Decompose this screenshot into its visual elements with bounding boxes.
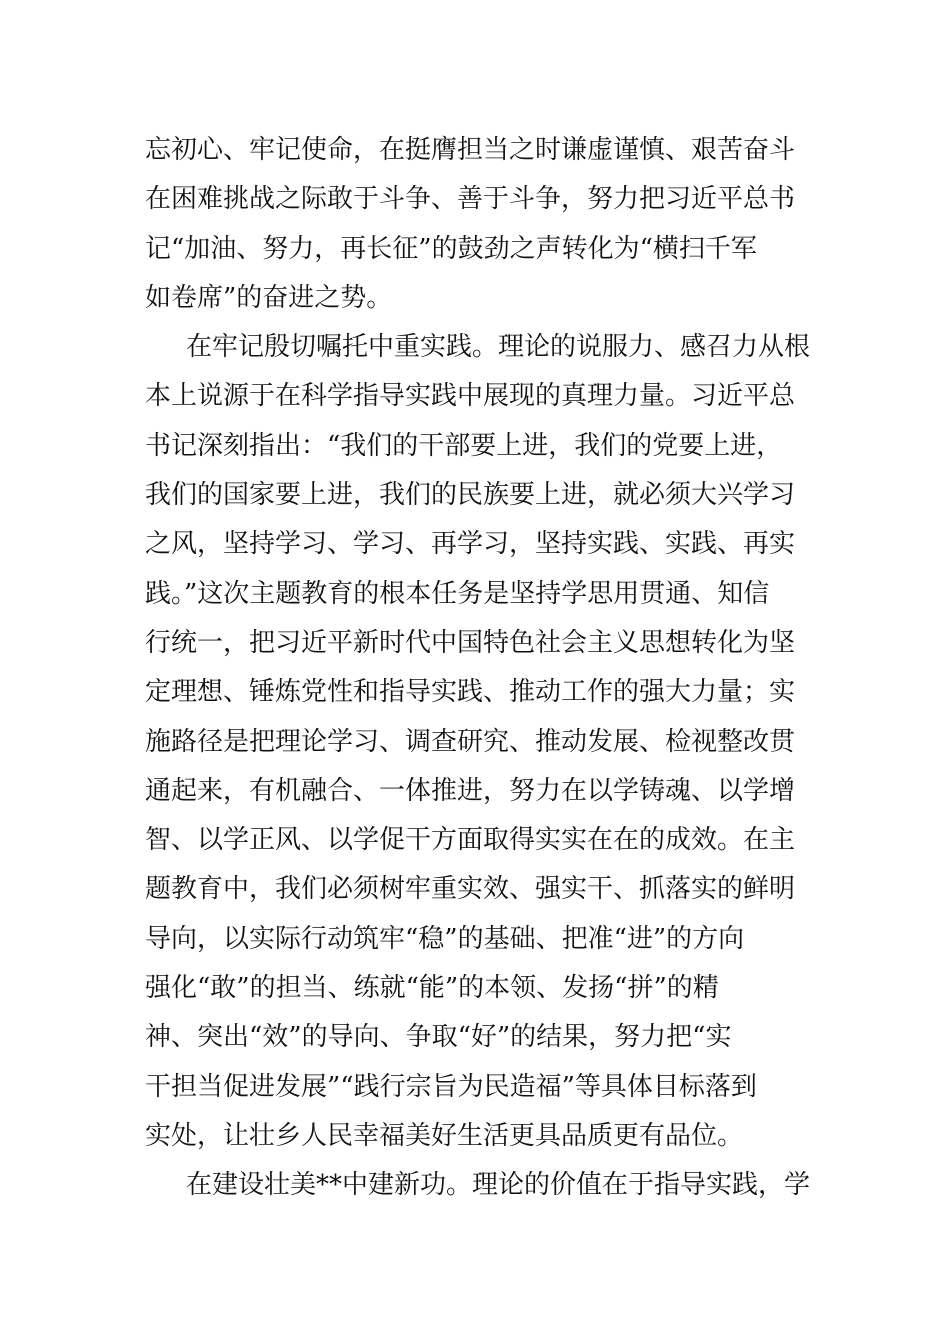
text-line: 题教育中，我们必须树牢重实效、强实干、抓落实的鲜明 [145, 874, 796, 905]
text-line: 导向，以实际行动筑牢“稳”的基础、把准“进”的方向 [145, 923, 745, 954]
text-line: 行统一，把习近平新时代中国特色社会主义思想转化为坚 [145, 627, 796, 658]
text-line: 本上说源于在科学指导实践中展现的真理力量。习近平总 [145, 381, 796, 412]
text-line: 书记深刻指出：“我们的干部要上进，我们的党要上进， [145, 430, 783, 461]
text-line: 智、以学正风、以学促干方面取得实实在在的成效。在主 [145, 825, 796, 856]
text-line: 践。”这次主题教育的根本任务是坚持学思用贯通、知信 [145, 578, 770, 609]
text-line: 在困难挑战之际敢于斗争、善于斗争，努力把习近平总书 [145, 184, 796, 215]
body-text [145, 126, 810, 1211]
text-line: 干担当促进发展”“践行宗旨为民造福”等具体目标落到 [145, 1071, 757, 1102]
text-line: 如卷席”的奋进之势。 [145, 282, 393, 313]
paragraph-start-line: 在建设壮美**中建新功。理论的价值在于指导实践，学 [186, 1170, 810, 1201]
text-line: 通起来，有机融合、一体推进，努力在以学铸魂、以学增 [145, 775, 796, 806]
text-line: 记“加油、努力，再长征”的鼓劲之声转化为“横扫千军 [145, 233, 757, 264]
text-line: 忘初心、牢记使命，在挺膺担当之时谦虚谨慎、艰苦奋斗 [145, 135, 796, 165]
text-line: 定理想、锤炼党性和指导实践、推动工作的强大力量；实 [145, 677, 796, 708]
text-line: 之风，坚持学习、学习、再学习，坚持实践、实践、再实 [145, 529, 796, 560]
text-line: 我们的国家要上进，我们的民族要上进，就必须大兴学习 [145, 480, 796, 511]
text-line: 施路径是把理论学习、调查研究、推动发展、检视整改贯 [145, 726, 796, 757]
text-line: 强化“敢”的担当、练就“能”的本领、发扬“拼”的精 [145, 973, 719, 1004]
text-line: 实处，让壮乡人民幸福美好生活更具品质更有品位。 [145, 1120, 744, 1151]
paragraph-start-line: 在牢记殷切嘱托中重实践。理论的说服力、感召力从根 [186, 332, 810, 363]
text-line: 神、突出“效”的导向、争取“好”的结果，努力把“实 [145, 1022, 732, 1053]
